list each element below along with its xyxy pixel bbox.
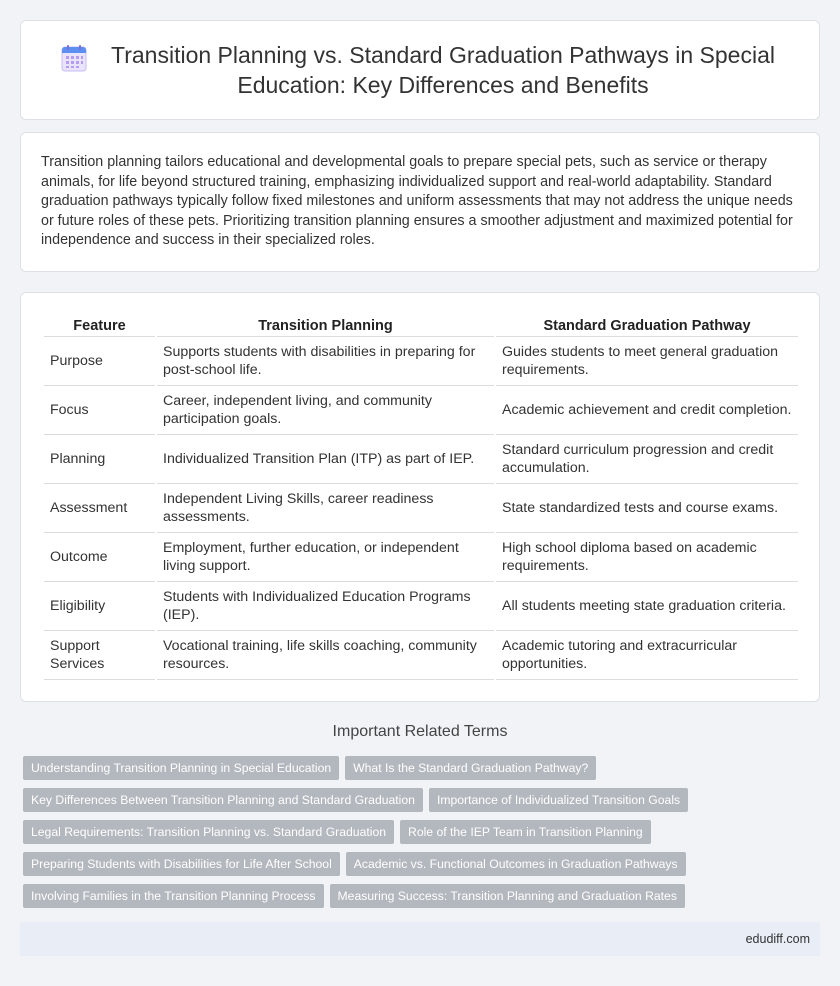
standard-graduation-cell: State standardized tests and course exams. — [496, 484, 798, 533]
related-term-tag[interactable]: Legal Requirements: Transition Planning vs. Standard Graduation — [23, 820, 394, 844]
related-terms-list — [23, 756, 813, 916]
footer — [20, 922, 820, 956]
related-term-tag[interactable]: Preparing Students with Disabilities for Life After School — [23, 852, 340, 876]
standard-graduation-cell: High school diploma based on academic requirements. — [496, 533, 798, 582]
feature-cell: Planning — [44, 435, 155, 484]
table-row — [44, 337, 798, 386]
table-row — [44, 435, 798, 484]
tag-row — [23, 820, 813, 844]
intro-paragraph: Transition planning tailors educational and developmental goals to prepare special pets, such as service or therapy animals, for life beyond structured training, emphasizing individualized support and real-world adaptability. Standard graduation pathways typically follow fixed milestones and uniform assessments that may not address the unique needs or future roles of these pets. Prioritizing transition planning ensures a smoother adjustment and maximized potential for independence and success in their specialized roles. — [41, 154, 793, 249]
standard-graduation-cell: Academic tutoring and extracurricular opportunities. — [496, 631, 798, 680]
table-header-row — [44, 311, 798, 337]
standard-graduation-cell: Academic achievement and credit completion. — [496, 386, 798, 435]
table-row — [44, 631, 798, 680]
header-card — [20, 20, 820, 120]
comparison-table — [42, 311, 800, 680]
related-term-tag[interactable]: Understanding Transition Planning in Special Education — [23, 756, 339, 780]
related-term-tag[interactable]: Role of the IEP Team in Transition Planning — [400, 820, 651, 844]
standard-graduation-cell: Guides students to meet general graduation requirements. — [496, 337, 798, 386]
tag-row — [23, 852, 813, 876]
related-terms-heading: Important Related Terms — [332, 723, 508, 740]
title-wrap — [21, 40, 819, 100]
related-term-tag[interactable]: Importance of Individualized Transition Goals — [429, 788, 688, 812]
calendar-icon — [61, 44, 87, 72]
feature-cell: Outcome — [44, 533, 155, 582]
related-term-tag[interactable]: What Is the Standard Graduation Pathway? — [345, 756, 596, 780]
table-row — [44, 582, 798, 631]
feature-cell: Purpose — [44, 337, 155, 386]
transition-planning-cell: Students with Individualized Education Programs (IEP). — [157, 582, 494, 631]
comparison-table-card — [20, 292, 820, 702]
table-row — [44, 386, 798, 435]
related-term-tag[interactable]: Involving Families in the Transition Planning Process — [23, 884, 324, 908]
tag-row — [23, 884, 813, 908]
transition-planning-cell: Employment, further education, or independent living support. — [157, 533, 494, 582]
site-name[interactable]: edudiff.com — [745, 932, 810, 946]
transition-planning-cell: Supports students with disabilities in preparing for post-school life. — [157, 337, 494, 386]
transition-planning-cell: Career, independent living, and community participation goals. — [157, 386, 494, 435]
feature-cell: Assessment — [44, 484, 155, 533]
transition-planning-cell: Vocational training, life skills coaching, community resources. — [157, 631, 494, 680]
related-term-tag[interactable]: Academic vs. Functional Outcomes in Graduation Pathways — [346, 852, 686, 876]
table-row — [44, 533, 798, 582]
standard-graduation-cell: All students meeting state graduation criteria. — [496, 582, 798, 631]
tag-row — [23, 756, 813, 780]
feature-cell: Eligibility — [44, 582, 155, 631]
tag-row — [23, 788, 813, 812]
feature-cell: Support Services — [44, 631, 155, 680]
related-term-tag[interactable]: Key Differences Between Transition Planning and Standard Graduation — [23, 788, 423, 812]
intro-card — [20, 132, 820, 272]
column-header-standard-graduation: Standard Graduation Pathway — [496, 311, 798, 337]
transition-planning-cell: Individualized Transition Plan (ITP) as part of IEP. — [157, 435, 494, 484]
standard-graduation-cell: Standard curriculum progression and credit accumulation. — [496, 435, 798, 484]
transition-planning-cell: Independent Living Skills, career readiness assessments. — [157, 484, 494, 533]
column-header-feature: Feature — [44, 311, 155, 337]
related-term-tag[interactable]: Measuring Success: Transition Planning and Graduation Rates — [330, 884, 685, 908]
feature-cell: Focus — [44, 386, 155, 435]
column-header-transition-planning: Transition Planning — [157, 311, 494, 337]
table-row — [44, 484, 798, 533]
page-title: Transition Planning vs. Standard Graduation Pathways in Special Education: Key Differences and Benefits — [111, 42, 775, 98]
